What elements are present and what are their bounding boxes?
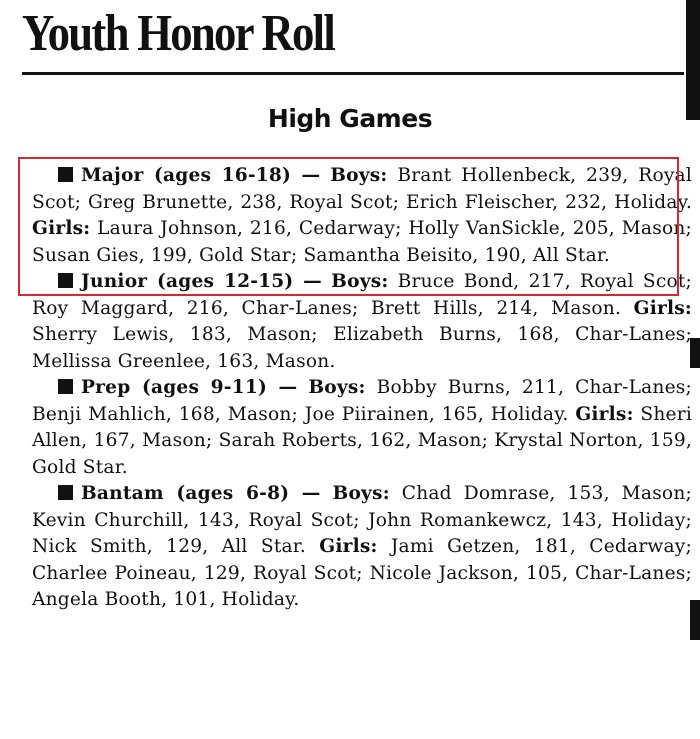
girls-label: Girls: bbox=[32, 218, 91, 239]
boys-label: Boys: bbox=[308, 377, 366, 398]
division-paragraph-bantam bbox=[32, 481, 692, 614]
bullet-square-icon bbox=[58, 273, 73, 288]
bullet-square-icon bbox=[58, 379, 73, 394]
girls-results: Jami Getzen, 181, Cedarway; Charlee Poineau, 129, Royal Scot; Nicole Jackson, 105, Char-Lanes; Angela Booth, 101, Holiday. bbox=[32, 536, 692, 610]
page-title: Youth Honor Roll bbox=[22, 5, 335, 62]
division-label: Bantam (ages 6-8) — bbox=[81, 483, 321, 504]
boys-label: Boys: bbox=[330, 165, 388, 186]
division-label: Major (ages 16-18) — bbox=[81, 165, 321, 186]
boys-results: Chad Domrase, 153, Mason; Kevin Churchill, 143, Royal Scot; John Romankewcz, 143, Holiday; Nick Smith, 129, All Star. bbox=[32, 483, 692, 557]
boys-label: Boys: bbox=[332, 483, 390, 504]
division-paragraph-prep bbox=[32, 375, 692, 481]
division-paragraph-major bbox=[32, 163, 692, 269]
bullet-square-icon bbox=[58, 485, 73, 500]
boys-label: Boys: bbox=[331, 271, 389, 292]
boys-results: Bruce Bond, 217, Royal Scot; Roy Maggard, 216, Char-Lanes; Brett Hills, 214, Mason. bbox=[32, 271, 692, 319]
girls-results: Laura Johnson, 216, Cedarway; Holly VanSickle, 205, Mason; Susan Gies, 199, Gold Star; Samantha Beisito, 190, All Star. bbox=[32, 218, 692, 266]
girls-label: Girls: bbox=[575, 403, 634, 425]
bullet-square-icon bbox=[58, 167, 73, 182]
honor-roll-article bbox=[32, 163, 692, 614]
division-label: Junior (ages 12-15) — bbox=[81, 271, 322, 292]
girls-label: Girls: bbox=[319, 536, 378, 557]
division-paragraph-junior bbox=[32, 269, 692, 375]
section-heading: High Games bbox=[267, 104, 433, 133]
girls-results: Sheri Allen, 167, Mason; Sarah Roberts, 162, Mason; Krystal Norton, 159, Gold Star. bbox=[32, 403, 692, 478]
column-edge-bar bbox=[686, 0, 700, 120]
boys-results: Brant Hollenbeck, 239, Royal Scot; Greg Brunette, 238, Royal Scot; Erich Fleischer, 232, Holiday. bbox=[32, 165, 692, 213]
title-divider bbox=[22, 72, 684, 75]
division-label: Prep (ages 9-11) — bbox=[81, 377, 298, 398]
girls-results: Sherry Lewis, 183, Mason; Elizabeth Burns, 168, Char-Lanes; Mellissa Greenlee, 163, Mason. bbox=[32, 324, 692, 372]
boys-results: Bobby Burns, 211, Char-Lanes; Benji Mahlich, 168, Mason; Joe Piirainen, 165, Holiday. bbox=[32, 377, 692, 425]
girls-label: Girls: bbox=[633, 297, 692, 319]
